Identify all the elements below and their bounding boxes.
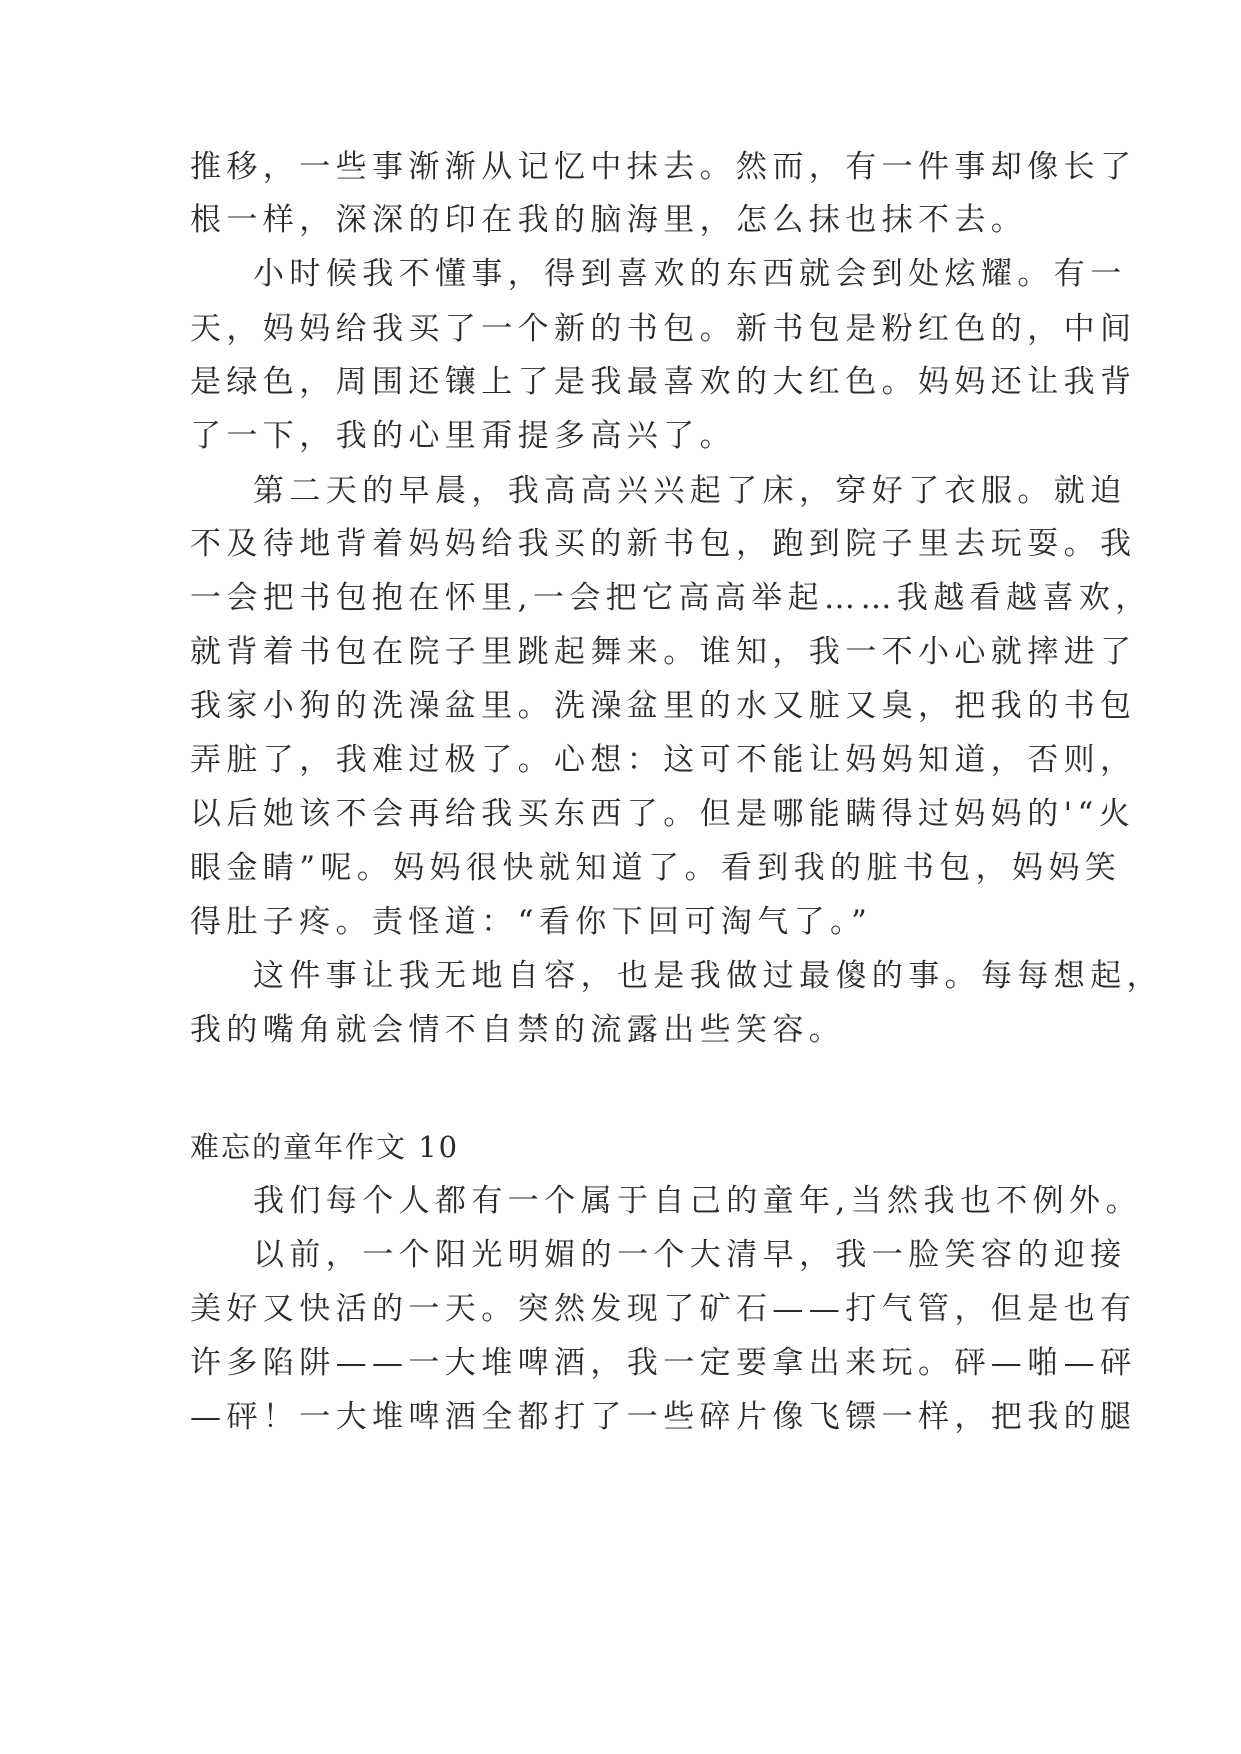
paragraph-line: 以后她该不会再给我买东西了。但是哪能瞒得过妈妈的'“火	[190, 796, 1136, 832]
paragraph-line: 以前，一个阳光明媚的一个大清早，我一脸笑容的迎接	[253, 1237, 1127, 1273]
paragraph-line: 弄脏了，我难过极了。心想：这可不能让妈妈知道，否则，	[190, 742, 1137, 778]
section-title: 难忘的童年作文 10	[190, 1130, 460, 1164]
paragraph-line: 根一样，深深的印在我的脑海里，怎么抹也抹不去。	[190, 202, 1028, 238]
paragraph-line: 不及待地背着妈妈给我买的新书包，跑到院子里去玩耍。我	[190, 526, 1137, 562]
paragraph-line: 我家小狗的洗澡盆里。洗澡盆里的水又脏又臭，把我的书包	[190, 688, 1137, 724]
paragraph-line: 一会把书包抱在怀里,一会把它高高举起……我越看越喜欢，	[190, 580, 1152, 616]
paragraph-line: 推移，一些事渐渐从记忆中抹去。然而，有一件事却像长了	[190, 149, 1137, 185]
paragraph-line: 是绿色，周围还镶上了是我最喜欢的大红色。妈妈还让我背	[190, 364, 1137, 400]
paragraph-line: —砰！一大堆啤酒全都打了一些碎片像飞镖一样，把我的腿	[190, 1399, 1137, 1435]
paragraph-line: 美好又快活的一天。突然发现了矿石——打气管，但是也有	[190, 1291, 1137, 1327]
paragraph-line: 小时候我不懂事，得到喜欢的东西就会到处炫耀。有一	[253, 256, 1127, 292]
paragraph-line: 我的嘴角就会情不自禁的流露出些笑容。	[190, 1012, 846, 1048]
paragraph-line: 得肚子疼。责怪道：“看你下回可淘气了。”	[190, 904, 873, 940]
paragraph-line: 天，妈妈给我买了一个新的书包。新书包是粉红色的，中间	[190, 311, 1137, 347]
paragraph-line: 就背着书包在院子里跳起舞来。谁知，我一不小心就摔进了	[190, 634, 1137, 670]
paragraph-line: 第二天的早晨，我高高兴兴起了床，穿好了衣服。就迫	[253, 473, 1127, 509]
paragraph-line: 许多陷阱——一大堆啤酒，我一定要拿出来玩。砰—啪—砰	[190, 1345, 1137, 1381]
paragraph-line: 我们每个人都有一个属于自己的童年,当然我也不例外。	[253, 1183, 1142, 1219]
paragraph-line: 眼金睛”呢。妈妈很快就知道了。看到我的脏书包，妈妈笑	[190, 850, 1122, 886]
paragraph-line: 这件事让我无地自容，也是我做过最傻的事。每每想起，	[253, 958, 1163, 994]
paragraph-line: 了一下，我的心里甭提多高兴了。	[190, 418, 736, 454]
